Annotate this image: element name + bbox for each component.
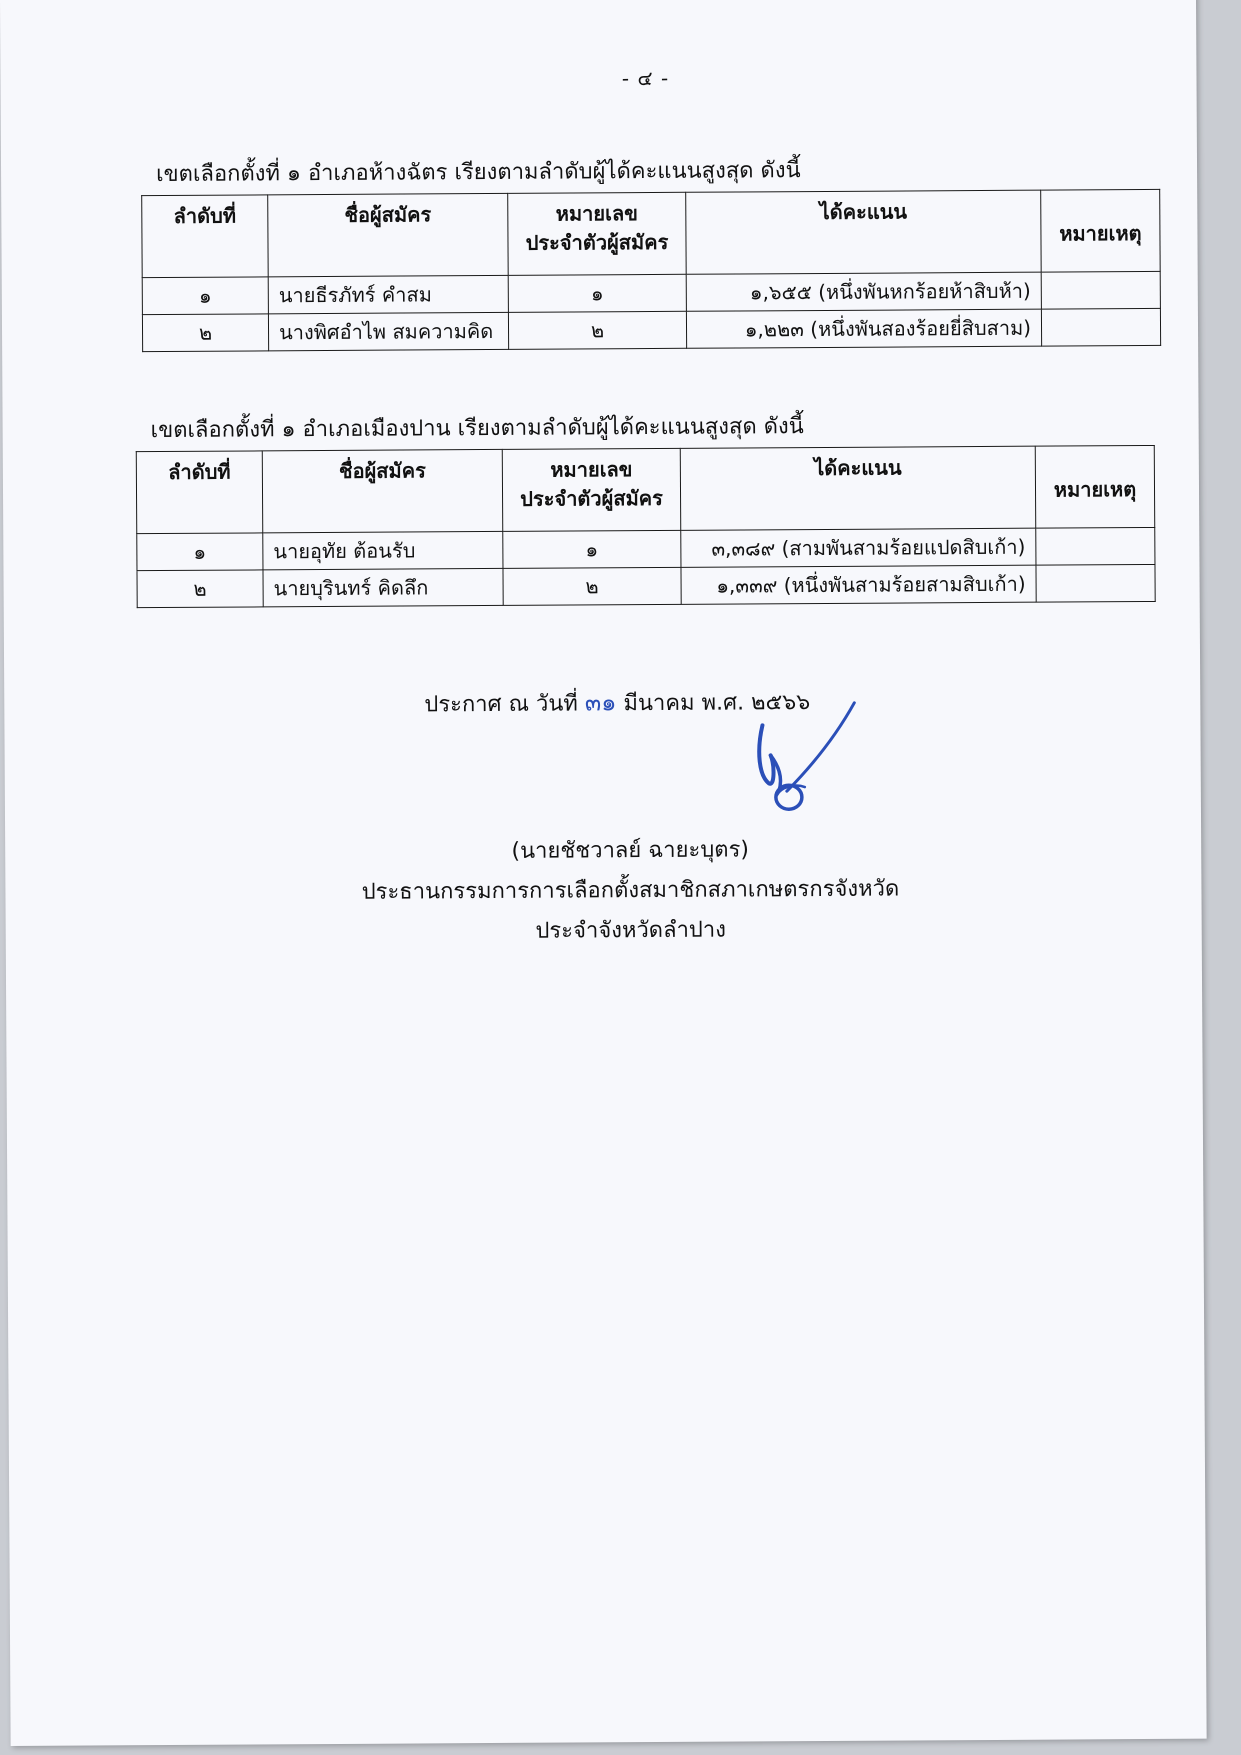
cell-order: ๑ xyxy=(137,533,263,571)
cell-order: ๒ xyxy=(142,314,268,352)
table-row xyxy=(137,527,1155,570)
header-number xyxy=(502,448,680,531)
cell-votes: ๓,๓๘๙ (สามพันสามร้อยแปดสิบเก้า) xyxy=(681,528,1036,567)
signer-name: (นายชัชวาลย์ ฉายะบุตร) xyxy=(511,837,750,864)
cell-remarks xyxy=(1041,308,1160,346)
table-row xyxy=(142,308,1160,351)
cell-candidate-name: นายอุทัย ต้อนรับ xyxy=(263,531,503,569)
header-remarks: หมายเหตุ xyxy=(1041,189,1160,272)
section-heading-mueangpan: เขตเลือกตั้งที่ ๑ อำเภอเมืองปาน เรียงตามลำดับผู้ได้คะแนนสูงสุด ดังนี้ xyxy=(150,414,804,444)
header-number xyxy=(508,192,686,275)
header-number-line2: ประจำตัวผู้สมัคร xyxy=(525,229,669,255)
section-heading-hangchat: เขตเลือกตั้งที่ ๑ อำเภอห้างฉัตร เรียงตามลำดับผู้ได้คะแนนสูงสุด ดังนี้ xyxy=(155,158,801,188)
cell-candidate-name: นางพิศอำไพ สมความคิด xyxy=(268,312,508,350)
cell-order: ๑ xyxy=(142,277,268,315)
results-table-mueangpan xyxy=(136,445,1156,608)
cell-votes: ๑,๒๒๓ (หนึ่งพันสองร้อยยี่สิบสาม) xyxy=(686,309,1041,348)
signer-title-line2: ประจำจังหวัดลำปาง xyxy=(535,917,727,944)
announcement-month-year: มีนาคม พ.ศ. ๒๕๖๖ xyxy=(623,690,811,717)
header-name: ชื่อผู้สมัคร xyxy=(262,449,502,532)
header-votes: ได้คะแนน xyxy=(680,446,1035,530)
announcement-prefix: ประกาศ ณ วันที่ xyxy=(424,691,578,718)
table-header-row xyxy=(142,189,1160,277)
cell-remarks xyxy=(1041,271,1160,309)
table-header-row xyxy=(136,445,1154,533)
header-remarks: หมายเหตุ xyxy=(1035,445,1154,528)
table-row xyxy=(137,564,1155,607)
results-table-hangchat xyxy=(141,189,1161,352)
cell-votes: ๑,๓๓๙ (หนึ่งพันสามร้อยสามสิบเก้า) xyxy=(681,565,1036,604)
cell-candidate-number: ๒ xyxy=(503,567,681,605)
signature-image xyxy=(724,695,875,816)
header-votes: ได้คะแนน xyxy=(686,190,1041,274)
cell-candidate-name: นายธีรภัทร์ คำสม xyxy=(268,275,508,313)
cell-remarks xyxy=(1036,564,1155,602)
cell-candidate-number: ๒ xyxy=(508,311,686,349)
header-number-line2: ประจำตัวผู้สมัคร xyxy=(520,485,663,511)
table-row xyxy=(142,271,1160,314)
header-order: ลำดับที่ xyxy=(136,451,262,534)
announcement-day: ๓๑ xyxy=(584,688,617,717)
header-name: ชื่อผู้สมัคร xyxy=(268,193,508,276)
cell-candidate-number: ๑ xyxy=(508,274,686,312)
cell-candidate-name: นายบุรินทร์ คิดลึก xyxy=(263,568,503,606)
header-number-line1: หมายเลข xyxy=(550,457,633,482)
signer-title-line1: ประธานกรรมการการเลือกตั้งสมาชิกสภาเกษตรกรจังหวัด xyxy=(361,876,900,905)
header-number-line1: หมายเลข xyxy=(555,201,638,226)
cell-candidate-number: ๑ xyxy=(503,530,681,568)
header-order: ลำดับที่ xyxy=(142,195,268,278)
cell-votes: ๑,๖๕๕ (หนึ่งพันหกร้อยห้าสิบห้า) xyxy=(686,272,1041,311)
cell-remarks xyxy=(1036,527,1155,565)
cell-order: ๒ xyxy=(137,570,263,608)
page-number: - ๔ - xyxy=(621,65,670,91)
